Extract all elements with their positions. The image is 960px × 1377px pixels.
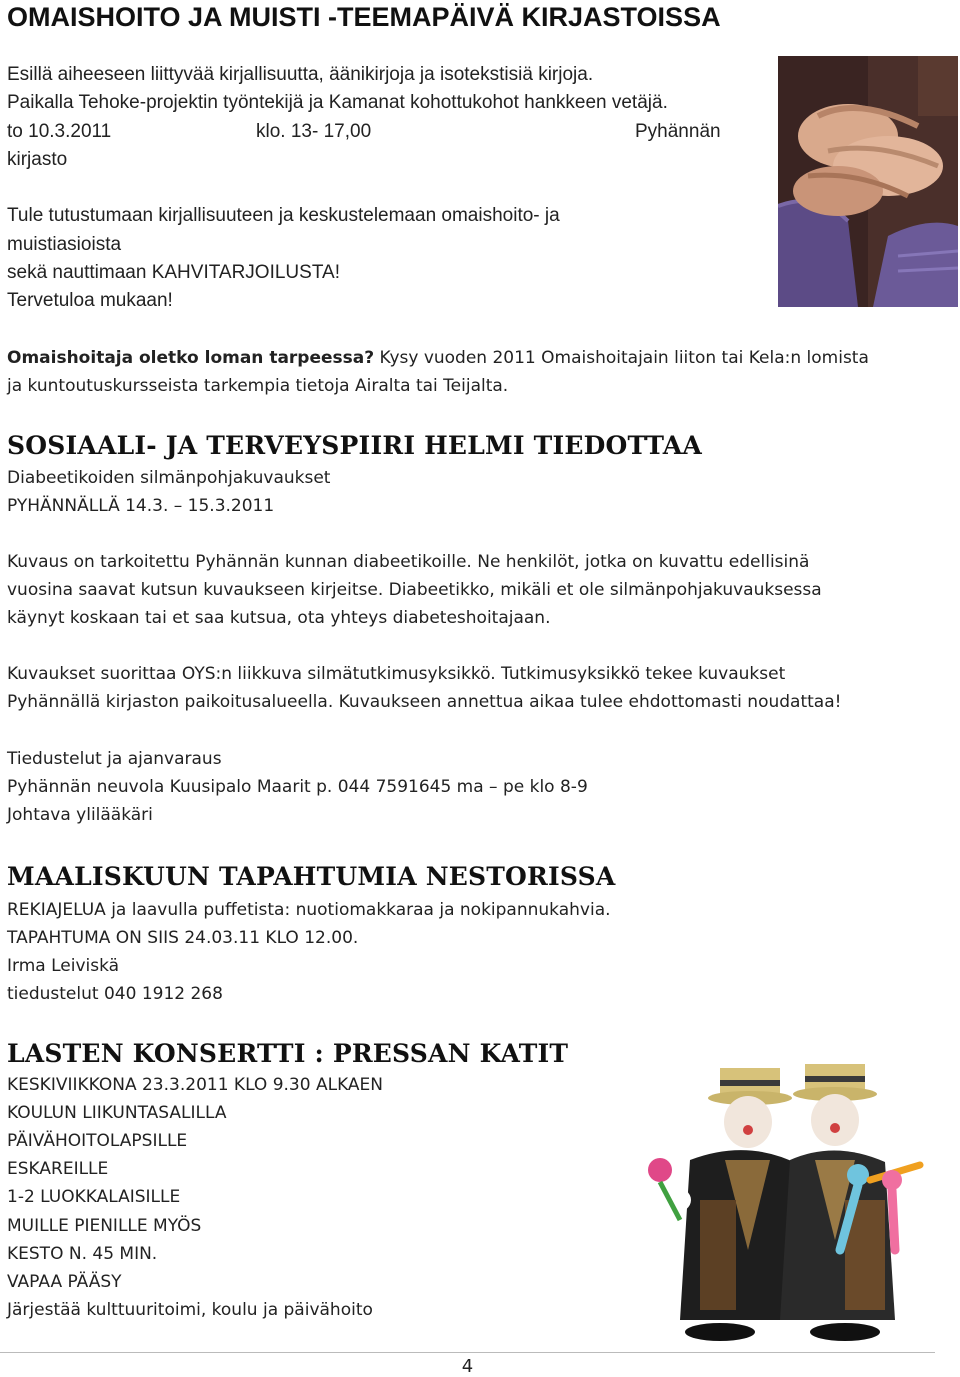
section2-title: SOSIAALI- JA TERVEYSPIIRI HELMI TIEDOTTAA [7, 431, 702, 460]
section2-p2-line1: Kuvaukset suorittaa OYS:n liikkuva silmätutkimusyksikkö. Tutkimusyksikkö tekee kuvaukset [7, 664, 786, 684]
concert-line: Järjestää kulttuuritoimi, koulu ja päivähoito [7, 1300, 373, 1320]
concert-line: PÄIVÄHOITOLAPSILLE [7, 1131, 188, 1151]
respite-question-rest: Kysy vuoden 2011 Omaishoitajain liiton tai Kela:n lomista [374, 348, 869, 368]
section1-title: OMAISHOITO JA MUISTI -TEEMAPÄIVÄ KIRJASTOISSA [7, 2, 721, 32]
clowns-photo [630, 1050, 950, 1345]
section1-line1: Esillä aiheeseen liittyvää kirjallisuutta, äänikirjoja ja isotekstisiä kirjoja. [7, 64, 594, 85]
section2-sub2: PYHÄNNÄLLÄ 14.3. – 15.3.2011 [7, 496, 275, 516]
concert-line: MUILLE PIENILLE MYÖS [7, 1216, 202, 1236]
invite-line2: muistiasioista [7, 234, 122, 255]
section2-p3-line1: Tiedustelut ja ajanvaraus [7, 749, 222, 769]
invite-line3: sekä nauttimaan KAHVITARJOILUSTA! [7, 262, 340, 283]
concert-line: 1-2 LUOKKALAISILLE [7, 1187, 181, 1207]
invite-line1: Tule tutustumaan kirjallisuuteen ja keskustelemaan omaishoito- ja [7, 205, 560, 226]
section3-line2: TAPAHTUMA ON SIIS 24.03.11 KLO 12.00. [7, 928, 359, 948]
section4-title: LASTEN KONSERTTI : PRESSAN KATIT [7, 1039, 569, 1068]
event-place-line2: kirjasto [7, 149, 68, 170]
section2-p1-line1: Kuvaus on tarkoitettu Pyhännän kunnan diabeetikoille. Ne henkilöt, jotka on kuvattu edellisinä [7, 552, 810, 572]
concert-line: KESKIVIIKKONA 23.3.2011 KLO 9.30 ALKAEN [7, 1075, 384, 1095]
section1-line2: Paikalla Tehoke-projektin työntekijä ja Kamanat kohottukohot hankkeen vetäjä. [7, 92, 668, 113]
section2-p3-line3: Johtava ylilääkäri [7, 805, 153, 825]
section3-line1: REKIAJELUA ja laavulla puffetista: nuotiomakkaraa ja nokipannukahvia. [7, 900, 611, 920]
concert-line: VAPAA PÄÄSY [7, 1272, 122, 1292]
event-time: klo. 13- 17,00 [256, 121, 372, 142]
concert-line: ESKAREILLE [7, 1159, 109, 1179]
section3-line3: Irma Leiviskä [7, 956, 120, 976]
hands-photo [778, 56, 958, 307]
respite-paragraph-line1 [7, 348, 869, 368]
respite-question: Omaishoitaja oletko loman tarpeessa? [7, 348, 375, 368]
section2-p3-line2: Pyhännän neuvola Kuusipalo Maarit p. 044 7591645 ma – pe klo 8-9 [7, 777, 588, 797]
welcome-text: Tervetuloa mukaan! [7, 290, 173, 311]
section3-line4: tiedustelut 040 1912 268 [7, 984, 223, 1004]
concert-line: KESTO N. 45 MIN. [7, 1244, 158, 1264]
section2-sub1: Diabeetikoiden silmänpohjakuvaukset [7, 468, 331, 488]
section3-title: MAALISKUUN TAPAHTUMIA NESTORISSA [7, 862, 616, 891]
page-number: 4 [461, 1356, 474, 1377]
concert-line: KOULUN LIIKUNTASALILLA [7, 1103, 227, 1123]
event-place: Pyhännän [635, 121, 721, 142]
footer-divider [0, 1352, 935, 1353]
event-date: to 10.3.2011 [7, 121, 112, 142]
section2-p1-line2: vuosina saavat kutsun kuvaukseen kirjeitse. Diabeetikko, mikäli et ole silmänpohjakuvauksessa [7, 580, 822, 600]
section2-p2-line2: Pyhännällä kirjaston paikoitusalueella. Kuvaukseen annettua aikaa tulee ehdottomasti noudattaa! [7, 692, 842, 712]
section2-p1-line3: käynyt koskaan tai et saa kutsua, ota yhteys diabeteshoitajaan. [7, 608, 551, 628]
respite-paragraph-line2: ja kuntoutuskursseista tarkempia tietoja Airalta tai Teijalta. [7, 376, 509, 396]
